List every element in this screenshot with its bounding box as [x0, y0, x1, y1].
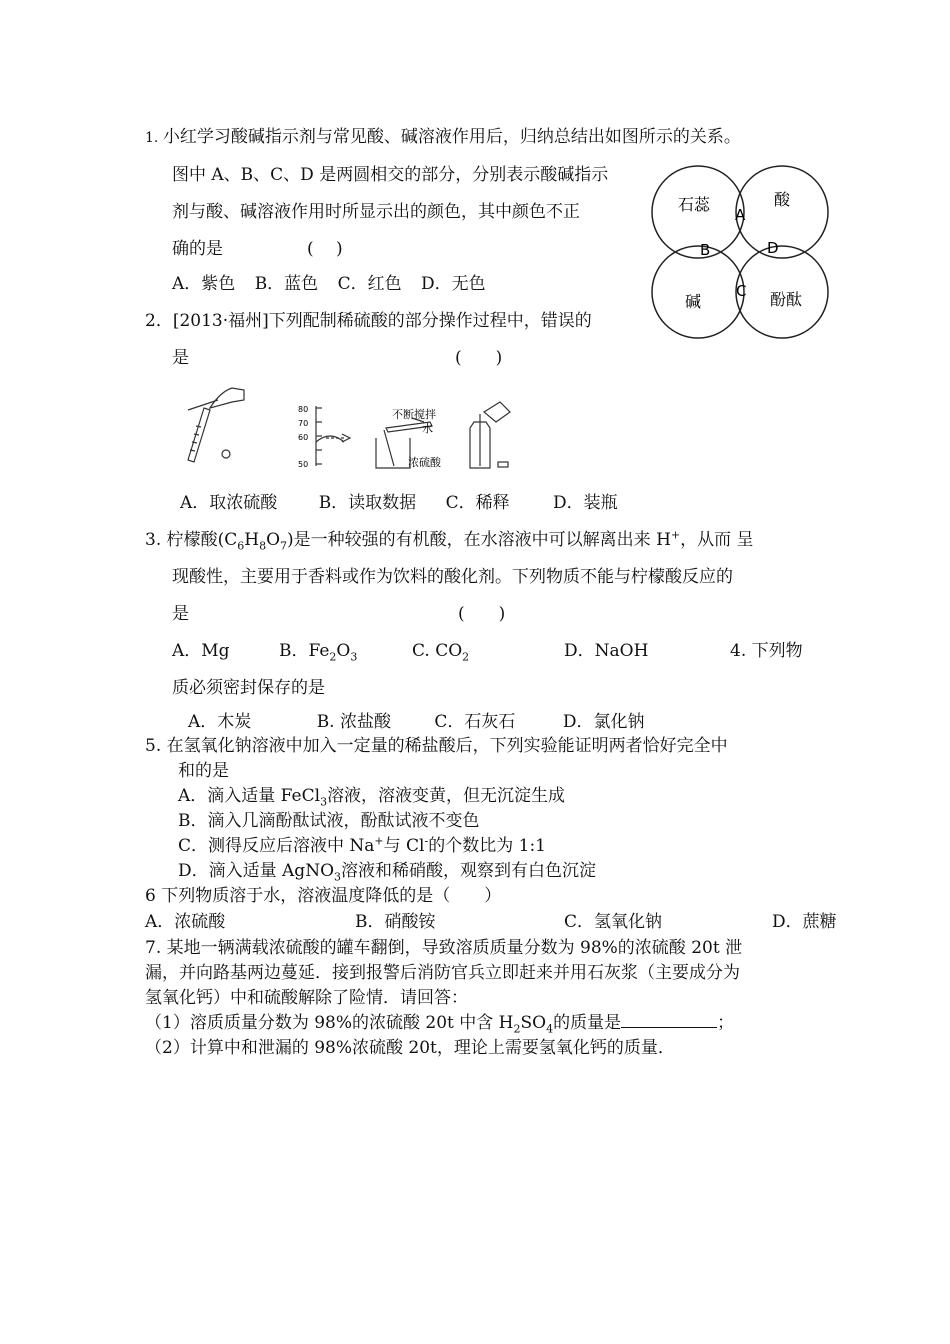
q4-option-a: A．木炭: [188, 712, 252, 732]
label-conc-acid: 浓硫酸: [408, 456, 441, 469]
q5-option-b: B．滴入几滴酚酞试液，酚酞试液不变色: [178, 811, 480, 831]
venn-region-b: B: [700, 241, 711, 259]
q7-line2: 漏，并向路基两边蔓延．接到报警后消防官兵立即赶来并用石灰浆（主要成分为: [145, 963, 740, 983]
q3-line3: 是 ( ): [172, 604, 506, 624]
q1-option-b: B．蓝色: [254, 274, 319, 294]
venn-label-base: 碱: [685, 292, 702, 311]
scale-50: 50: [298, 460, 309, 469]
q2-lab-operations-figure: [180, 378, 520, 474]
q1-line2: 图中 A、B、C、D 是两圆相交的部分，分别表示酸碱指示: [172, 165, 609, 185]
q4-option-d: D．氯化钠: [562, 712, 645, 732]
q3-option-b: B．$Fe_2O_3$: [279, 641, 358, 664]
q3-option-d: D．NaOH: [564, 641, 649, 661]
q7-part2: （2）计算中和泄漏的 98%浓硫酸 20t，理论上需要氢氧化钙的质量．: [145, 1038, 675, 1058]
q3-option-a: A．Mg: [172, 641, 230, 661]
venn-region-d: D: [767, 239, 779, 257]
q5-option-a: A．滴入适量 FeCl$_3$溶液，溶液变黄，但无沉淀生成: [178, 786, 566, 809]
q3-option-c: C. $CO_2$: [412, 641, 470, 664]
q7-part1: （1）溶质质量分数为 98%的浓硫酸 20t 中含 $H_2SO_4$的质量是 ；: [145, 1013, 735, 1036]
q5-option-c: C．测得反应后溶液中 Na+与 Cl-的个数比为 1:1: [178, 834, 546, 856]
q6-option-d: D．蔗糖: [772, 912, 837, 932]
q4-option-b: B. 浓盐酸: [316, 712, 391, 732]
label-water: 水: [422, 422, 433, 435]
q2-answer-paren: ( ): [455, 348, 503, 368]
q6-option-a: A．浓硫酸: [145, 912, 226, 932]
q2-option-c: C．稀释: [445, 493, 510, 513]
q3-line1: 3. 柠檬酸$(C_6H_8O_7)$是一种较强的有机酸，在水溶液中可以解离出来 H+，从而 呈: [145, 528, 754, 553]
q1-option-a: A．紫色: [172, 274, 236, 294]
q2-option-d: D．装瓶: [553, 493, 618, 513]
q4-options: [188, 711, 644, 733]
figure-d-bottle: [470, 402, 510, 468]
q1-line1: 1. 小红学习酸碱指示剂与常见酸、碱溶液作用后，归纳总结出如图所示的关系。: [145, 127, 741, 147]
q5-line2: 和的是: [178, 761, 229, 781]
q1-line4: 确的是 ( ): [172, 239, 343, 259]
q2-line1: 2．[2013·福州]下列配制稀硫酸的部分操作过程中，错误的: [145, 311, 592, 331]
venn-region-c: C: [736, 282, 747, 300]
q6-option-c: C．氢氧化钠: [564, 912, 663, 932]
venn-label-phenolphthalein: 酚酞: [770, 290, 803, 309]
q4-line1: 4. 下列物: [730, 641, 803, 661]
scale-80: 80: [298, 405, 309, 414]
scale-70: 70: [298, 419, 309, 428]
indicator-venn-diagram: [648, 160, 838, 350]
q1-option-d: D．无色: [421, 274, 486, 294]
q2-options: [180, 492, 618, 514]
q3-answer-paren: ( ): [458, 604, 506, 624]
q1-options: [172, 273, 486, 295]
figure-a-pour-acid: [188, 388, 244, 462]
q1-answer-paren: ( ): [307, 239, 343, 259]
q1-line3: 剂与酸、碱溶液作用时所显示出的颜色，其中颜色不正: [172, 202, 580, 222]
q2-option-a: A．取浓硫酸: [180, 493, 278, 513]
label-stir: 不断搅拌: [392, 408, 436, 421]
q1-number: 1: [145, 130, 154, 146]
venn-region-a: A: [735, 206, 746, 224]
q7-line1: 7. 某地一辆满载浓硫酸的罐车翻倒，导致溶质质量分数为 98%的浓硫酸 20t 泄: [145, 938, 743, 958]
q6-line1: 6 下列物质溶于水，溶液温度降低的是（ ）: [145, 886, 502, 906]
q5-option-d: D．滴入适量 AgNO$_3$溶液和稀硝酸，观察到有白色沉淀: [178, 861, 597, 884]
q2-line2: 是 ( ): [172, 348, 503, 368]
venn-label-litmus: 石蕊: [678, 195, 711, 214]
q4-option-c: C．石灰石: [434, 712, 516, 732]
q1-option-c: C．红色: [337, 274, 402, 294]
q7-answer-blank[interactable]: [621, 1027, 717, 1028]
q7-line3: 氢氧化钙）中和硫酸解除了险情．请回答：: [145, 988, 468, 1008]
q3-line2: 现酸性，主要用于香料或作为饮料的酸化剂。下列物质不能与柠檬酸反应的: [172, 567, 733, 587]
q2-option-b: B．读取数据: [318, 493, 417, 513]
venn-label-acid: 酸: [774, 190, 791, 209]
q5-line1: 5. 在氢氧化钠溶液中加入一定量的稀盐酸后，下列实验能证明两者恰好完全中: [145, 736, 728, 756]
q4-line2: 质必须密封保存的是: [172, 678, 325, 698]
scale-60: 60: [298, 433, 309, 442]
q6-option-b: B．硝酸铵: [355, 912, 436, 932]
figure-b-read-scale: [316, 406, 350, 466]
